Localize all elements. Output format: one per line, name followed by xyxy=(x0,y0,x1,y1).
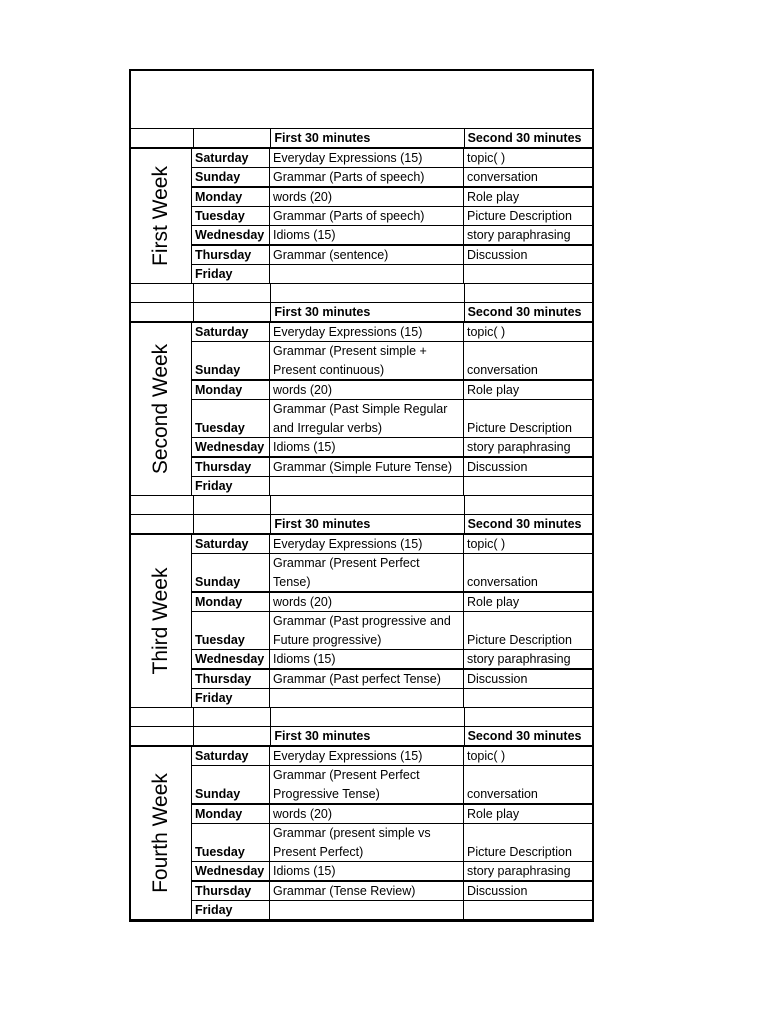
second-30-header: Second 30 minutes xyxy=(467,729,582,743)
second-activity-cell: Role play xyxy=(467,807,520,821)
first-activity-cell: Everyday Expressions (15) xyxy=(270,323,464,341)
empty-cell xyxy=(194,129,272,147)
day-cell: Thursday xyxy=(192,458,270,476)
day-cell: Wednesday xyxy=(192,650,270,668)
second-activity-cell: Picture Description xyxy=(467,633,572,647)
second-activity-cell: topic( ) xyxy=(467,537,506,551)
second-activity-cell: conversation xyxy=(467,787,538,801)
schedule-row xyxy=(192,438,592,458)
schedule-row xyxy=(192,670,592,689)
day-cell: Tuesday xyxy=(192,400,270,437)
first-activity-cell: Grammar (Tense Review) xyxy=(270,882,464,900)
first-30-header: First 30 minutes xyxy=(271,727,464,745)
day-cell: Tuesday xyxy=(192,612,270,649)
first-activity-cell: Grammar (sentence) xyxy=(270,246,464,264)
second-activity-cell xyxy=(464,689,592,707)
second-30-header: Second 30 minutes xyxy=(467,517,582,531)
second-activity-cell: story paraphrasing xyxy=(467,440,571,454)
week-title: First Week xyxy=(149,166,172,266)
title-block xyxy=(131,71,592,129)
second-activity-cell: Role play xyxy=(467,383,520,397)
second-activity-cell: conversation xyxy=(467,170,538,184)
spacer-row xyxy=(131,708,592,727)
first-activity-cell xyxy=(270,265,464,283)
empty-cell xyxy=(271,284,464,302)
first-activity-cell: Idioms (15) xyxy=(270,862,464,880)
day-cell: Thursday xyxy=(192,246,270,264)
empty-cell xyxy=(465,284,592,302)
second-activity-cell: topic( ) xyxy=(467,325,506,339)
day-cell: Wednesday xyxy=(192,438,270,456)
week-title: Fourth Week xyxy=(149,773,172,893)
empty-cell xyxy=(194,708,272,726)
schedule-row xyxy=(192,207,592,226)
empty-cell xyxy=(194,496,272,514)
first-activity-cell xyxy=(270,901,464,919)
first-activity-cell: Grammar (Present simple + Present continuous) xyxy=(270,342,464,379)
day-cell: Saturday xyxy=(192,747,270,765)
second-activity-cell: story paraphrasing xyxy=(467,864,571,878)
day-cell: Monday xyxy=(192,805,270,823)
second-activity-cell: Role play xyxy=(467,595,520,609)
empty-cell xyxy=(131,129,194,147)
day-cell: Sunday xyxy=(192,168,270,186)
day-cell: Saturday xyxy=(192,535,270,553)
first-activity-cell: Grammar (Parts of speech) xyxy=(270,168,464,186)
week-label-cell xyxy=(131,149,192,283)
week-block xyxy=(131,747,592,920)
first-30-header: First 30 minutes xyxy=(271,303,464,321)
week-block xyxy=(131,149,592,284)
empty-cell xyxy=(465,708,592,726)
schedule-row xyxy=(192,862,592,882)
schedule-row xyxy=(192,458,592,477)
schedule-row xyxy=(192,824,592,862)
first-activity-cell xyxy=(270,689,464,707)
first-activity-cell: Idioms (15) xyxy=(270,438,464,456)
first-activity-cell: Grammar (Present Perfect Progressive Tense) xyxy=(270,766,464,803)
schedule-row xyxy=(192,342,592,381)
week-header-row xyxy=(131,303,592,323)
schedule-row xyxy=(192,554,592,593)
empty-cell xyxy=(194,515,272,533)
second-activity-cell: conversation xyxy=(467,363,538,377)
first-activity-cell: words (20) xyxy=(270,593,464,611)
schedule-row xyxy=(192,747,592,766)
day-cell: Friday xyxy=(192,689,270,707)
second-activity-cell: Picture Description xyxy=(467,421,572,435)
week-title: Second Week xyxy=(149,343,172,475)
day-cell: Monday xyxy=(192,381,270,399)
first-activity-cell: Everyday Expressions (15) xyxy=(270,149,464,167)
day-cell: Sunday xyxy=(192,342,270,379)
first-activity-cell: Everyday Expressions (15) xyxy=(270,535,464,553)
schedule-row xyxy=(192,226,592,246)
second-activity-cell: Discussion xyxy=(467,672,528,686)
day-cell: Wednesday xyxy=(192,226,270,244)
day-cell: Monday xyxy=(192,188,270,206)
schedule-row xyxy=(192,612,592,650)
second-activity-cell: Discussion xyxy=(467,884,528,898)
week-block xyxy=(131,535,592,708)
first-activity-cell: words (20) xyxy=(270,805,464,823)
schedule-row xyxy=(192,650,592,670)
first-activity-cell: Grammar (Past perfect Tense) xyxy=(270,670,464,688)
second-activity-cell xyxy=(464,901,592,919)
empty-cell xyxy=(194,303,272,321)
schedule-row xyxy=(192,901,592,919)
week-block xyxy=(131,323,592,496)
schedule-row xyxy=(192,593,592,612)
schedule-row xyxy=(192,882,592,901)
empty-cell xyxy=(271,708,464,726)
first-activity-cell: words (20) xyxy=(270,188,464,206)
schedule-row xyxy=(192,246,592,265)
day-cell: Thursday xyxy=(192,670,270,688)
day-cell: Monday xyxy=(192,593,270,611)
spacer-row xyxy=(131,496,592,515)
schedule-row xyxy=(192,265,592,283)
second-30-header: Second 30 minutes xyxy=(467,131,582,145)
second-activity-cell xyxy=(464,477,592,495)
first-activity-cell: Grammar (Past progressive and Future progressive) xyxy=(270,612,464,649)
week-header-row xyxy=(131,515,592,535)
empty-cell xyxy=(131,708,194,726)
day-cell: Tuesday xyxy=(192,824,270,861)
day-cell: Saturday xyxy=(192,323,270,341)
schedule-row xyxy=(192,535,592,554)
second-activity-cell: topic( ) xyxy=(467,151,506,165)
empty-cell xyxy=(194,284,272,302)
day-cell: Friday xyxy=(192,477,270,495)
second-activity-cell: Picture Description xyxy=(467,845,572,859)
day-cell: Friday xyxy=(192,265,270,283)
first-30-header: First 30 minutes xyxy=(271,129,464,147)
schedule-row xyxy=(192,477,592,495)
second-activity-cell: Discussion xyxy=(467,460,528,474)
empty-cell xyxy=(131,496,194,514)
first-activity-cell: Grammar (Parts of speech) xyxy=(270,207,464,225)
schedule-row xyxy=(192,766,592,805)
schedule-row xyxy=(192,689,592,707)
day-cell: Tuesday xyxy=(192,207,270,225)
schedule-row xyxy=(192,323,592,342)
week-label-cell xyxy=(131,747,192,919)
first-activity-cell: Grammar (Present Perfect Tense) xyxy=(270,554,464,591)
first-30-header: First 30 minutes xyxy=(271,515,464,533)
first-activity-cell: Everyday Expressions (15) xyxy=(270,747,464,765)
first-activity-cell: Grammar (Simple Future Tense) xyxy=(270,458,464,476)
day-cell: Thursday xyxy=(192,882,270,900)
second-activity-cell: story paraphrasing xyxy=(467,652,571,666)
empty-cell xyxy=(131,515,194,533)
schedule-row xyxy=(192,400,592,438)
empty-cell xyxy=(194,727,272,745)
empty-cell xyxy=(271,496,464,514)
first-activity-cell xyxy=(270,477,464,495)
second-activity-cell: story paraphrasing xyxy=(467,228,571,242)
week-header-row xyxy=(131,129,592,149)
schedule-row xyxy=(192,805,592,824)
second-activity-cell: Discussion xyxy=(467,248,528,262)
empty-cell xyxy=(131,284,194,302)
day-cell: Sunday xyxy=(192,766,270,803)
schedule-sheet xyxy=(129,69,594,922)
first-activity-cell: Idioms (15) xyxy=(270,650,464,668)
day-cell: Wednesday xyxy=(192,862,270,880)
weeks-container xyxy=(131,129,592,920)
second-activity-cell: Role play xyxy=(467,190,520,204)
schedule-row xyxy=(192,381,592,400)
schedule-row xyxy=(192,149,592,168)
first-activity-cell: Grammar (present simple vs Present Perfect) xyxy=(270,824,464,861)
spacer-row xyxy=(131,284,592,303)
week-label-cell xyxy=(131,323,192,495)
empty-cell xyxy=(131,303,194,321)
week-label-cell xyxy=(131,535,192,707)
empty-cell xyxy=(131,727,194,745)
first-activity-cell: Idioms (15) xyxy=(270,226,464,244)
schedule-row xyxy=(192,188,592,207)
second-activity-cell: topic( ) xyxy=(467,749,506,763)
day-cell: Sunday xyxy=(192,554,270,591)
schedule-row xyxy=(192,168,592,188)
second-activity-cell: conversation xyxy=(467,575,538,589)
day-cell: Friday xyxy=(192,901,270,919)
second-activity-cell xyxy=(464,265,592,283)
week-header-row xyxy=(131,727,592,747)
first-activity-cell: Grammar (Past Simple Regular and Irregular verbs) xyxy=(270,400,464,437)
second-30-header: Second 30 minutes xyxy=(467,305,582,319)
empty-cell xyxy=(465,496,592,514)
week-title: Third Week xyxy=(149,567,172,675)
first-activity-cell: words (20) xyxy=(270,381,464,399)
second-activity-cell: Picture Description xyxy=(467,209,572,223)
day-cell: Saturday xyxy=(192,149,270,167)
